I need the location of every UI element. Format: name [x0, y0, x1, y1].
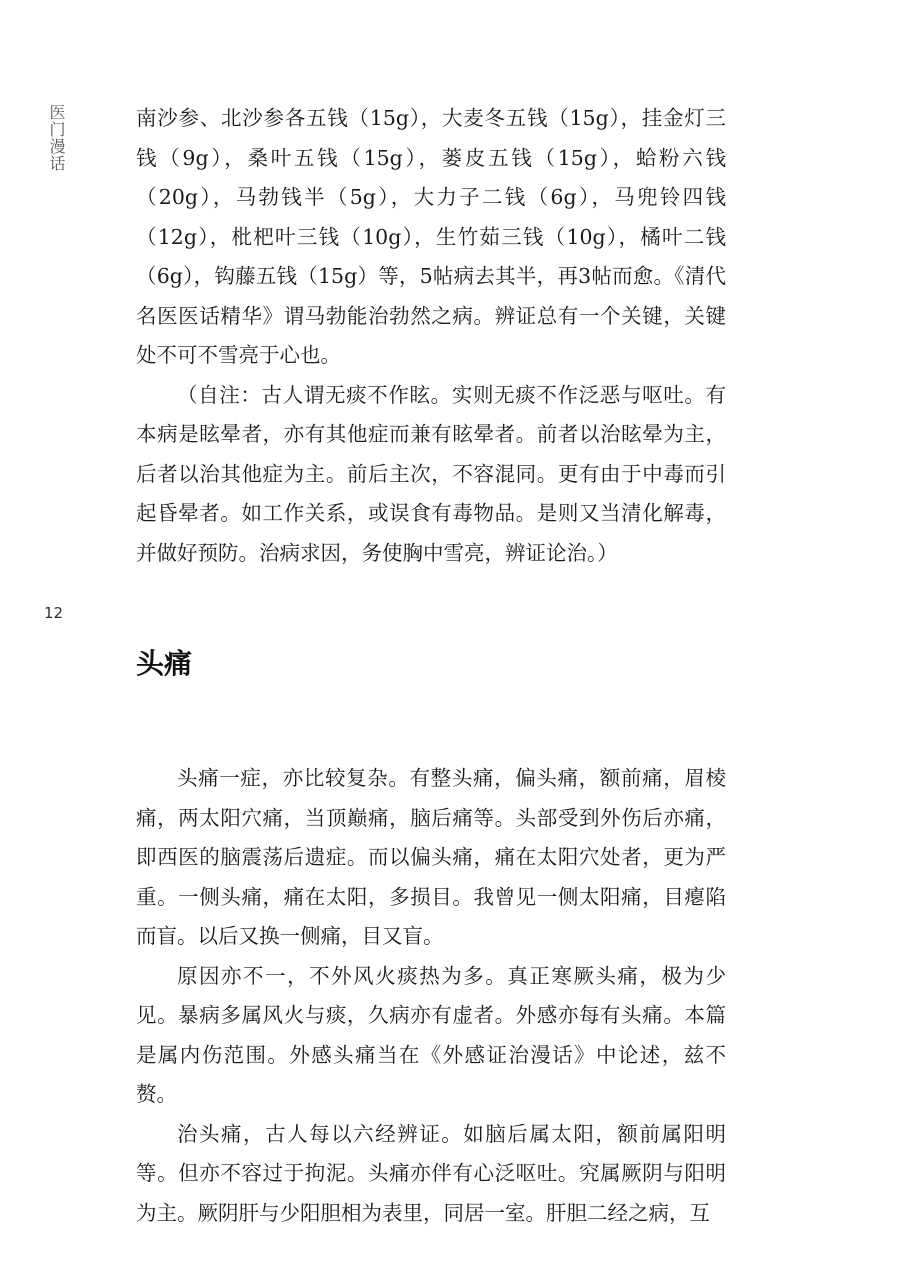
- body-paragraph: 治头痛，古人每以六经辨证。如脑后属太阳，额前属阳明等。但亦不容过于拘泥。头痛亦伴有心泛呕吐。究属厥阴与阳明为主。厥阴肝与少阳胆相为表里，同居一室。肝胆二经之病，互: [136, 1121, 726, 1225]
- running-head: 医门漫话: [47, 104, 66, 172]
- section-title: 头痛: [136, 647, 193, 680]
- continued-text-block: [136, 99, 726, 573]
- body-paragraph: 原因亦不一，不外风火痰热为多。真正寒厥头痛，极为少见。暴病多属风火与痰，久病亦有虚者。外感亦每有头痛。本篇是属内伤范围。外感头痛当在《外感证治漫话》中论述，兹不赘。: [136, 963, 726, 1106]
- prescription-paragraph: 南沙参、北沙参各五钱（15g），大麦冬五钱（15g），挂金灯三钱（9g），桑叶五钱（15g），蒌皮五钱（15g），蛤粉六钱（20g），马勃钱半（5g），大力子二钱（6g），马兜铃四钱（12g），枇杷叶三钱（10g），生竹茹三钱（10g），橘叶二钱（6g），钩藤五钱（15g）等，5帖病去其半，再3帖而愈。《清代名医医话精华》谓马勃能治勃然之病。辨证总有一个关键，关键处不可不雪亮于心也。: [136, 106, 726, 367]
- body-paragraph: 头痛一症，亦比较复杂。有整头痛，偏头痛，额前痛，眉棱痛，两太阳穴痛，当顶巅痛，脑后痛等。头部受到外伤后亦痛，即西医的脑震荡后遗症。而以偏头痛，痛在太阳穴处者，更为严重。一侧头痛，痛在太阳，多损目。我曾见一侧太阳痛，目瘪陷而盲。以后又换一侧痛，目又盲。: [136, 766, 726, 948]
- section-body: [136, 759, 726, 1233]
- author-note-paragraph: （自注：古人谓无痰不作眩。实则无痰不作泛恶与呕吐。有本病是眩晕者，亦有其他症而兼有眩晕者。前者以治眩晕为主，后者以治其他症为主。前后主次，不容混同。更有由于中毒而引起昏晕者。如工作关系，或误食有毒物品。是则又当清化解毒，并做好预防。治病求因，务使胸中雪亮，辨证论治。）: [136, 382, 726, 565]
- page-number: 12: [44, 604, 64, 622]
